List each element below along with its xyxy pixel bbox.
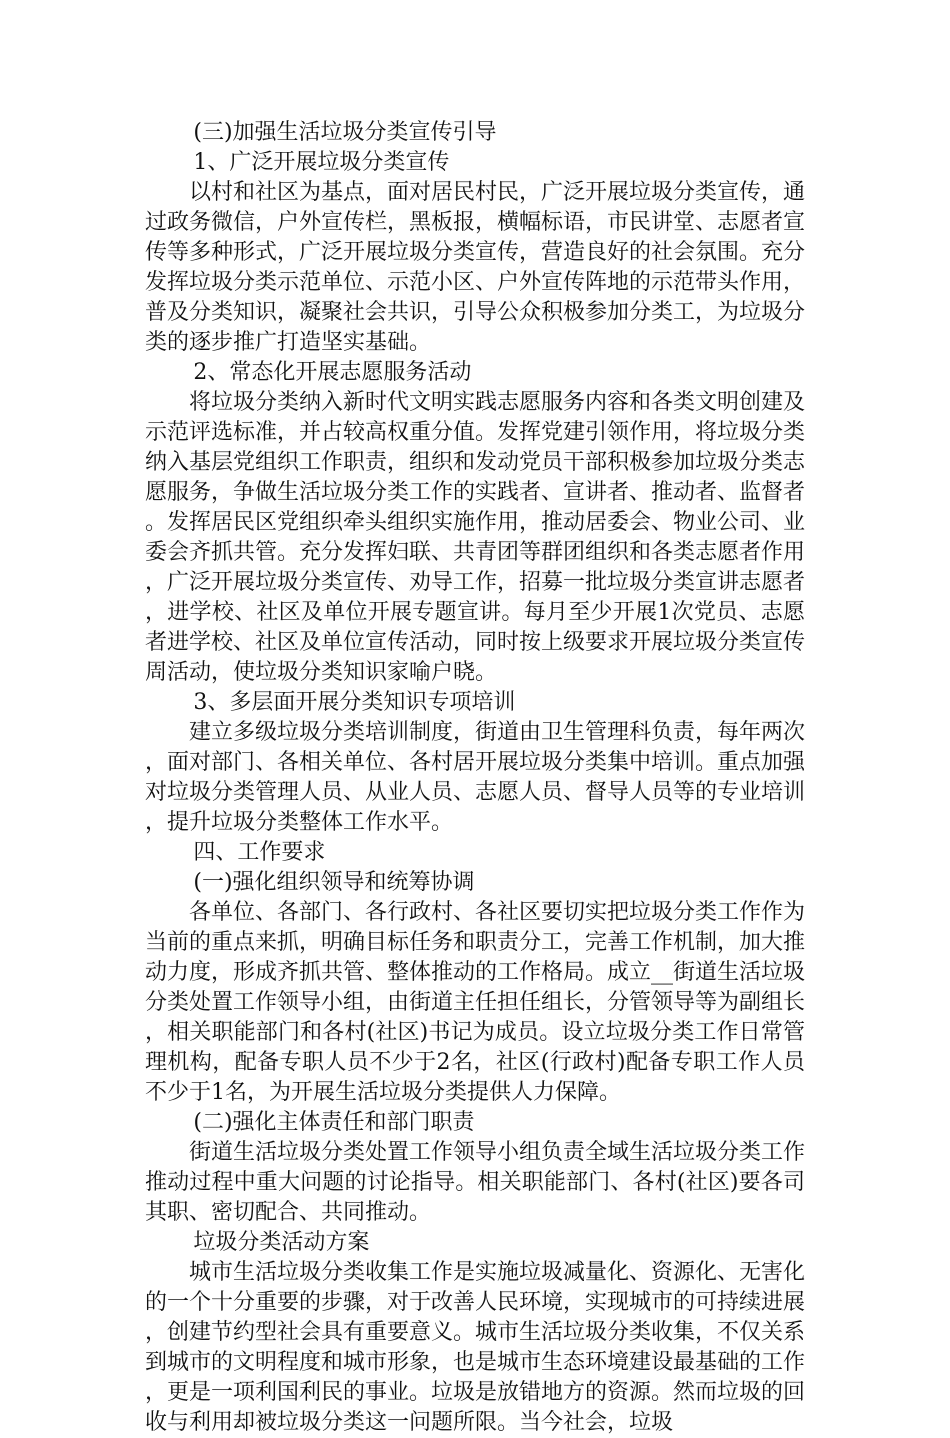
body-paragraph: 各单位、各部门、各行政村、各社区要切实把垃圾分类工作作为当前的重点来抓，明确目标任务和职责分工，完善工作机制，加大推动力度，形成齐抓共管、整体推动的工作格局。成立__街道生活垃圾分类处置工作领导小组，由街道主任担任组长，分管领导等为副组长，相关职能部门和各村(社区)书记为成员。设立垃圾分类工作日常管理机构，配备专职人员不少于2名，社区(行政村)配备专职工作人员不少于1名，为开展生活垃圾分类提供人力保障。 <box>145 900 806 1105</box>
section-heading: (三)加强生活垃圾分类宣传引导 <box>193 120 497 145</box>
document-body <box>145 118 805 1438</box>
body-paragraph: 以村和社区为基点，面对居民村民，广泛开展垃圾分类宣传，通过政务微信，户外宣传栏，黑板报，横幅标语，市民讲堂、志愿者宣传等多种形式，广泛开展垃圾分类宣传，营造良好的社会氛围。充分发挥垃圾分类示范单位、示范小区、户外宣传阵地的示范带头作用，普及分类知识，凝聚社会共识，引导公众积极参加分类工，为垃圾分类的逐步推广打造坚实基础。 <box>145 180 806 355</box>
subsection-heading: 3、多层面开展分类知识专项培训 <box>193 690 516 715</box>
subsection-heading: 1、广泛开展垃圾分类宣传 <box>193 150 450 175</box>
body-paragraph: 街道生活垃圾分类处置工作领导小组负责全域生活垃圾分类工作推动过程中重大问题的讨论指导。相关职能部门、各村(社区)要各司其职、密切配合、共同推动。 <box>145 1140 806 1225</box>
subsection-heading: (二)强化主体责任和部门职责 <box>193 1110 475 1135</box>
body-paragraph: 建立多级垃圾分类培训制度，街道由卫生管理科负责，每年两次，面对部门、各相关单位、各村居开展垃圾分类集中培训。重点加强对垃圾分类管理人员、从业人员、志愿人员、督导人员等的专业培训，提升垃圾分类整体工作水平。 <box>145 720 806 835</box>
section-heading: 四、工作要求 <box>193 840 326 865</box>
document-title: 垃圾分类活动方案 <box>193 1230 370 1255</box>
subsection-heading: 2、常态化开展志愿服务活动 <box>193 360 472 385</box>
subsection-heading: (一)强化组织领导和统筹协调 <box>193 870 475 895</box>
body-paragraph: 城市生活垃圾分类收集工作是实施垃圾减量化、资源化、无害化的一个十分重要的步骤，对于改善人民环境，实现城市的可持续进展，创建节约型社会具有重要意义。城市生活垃圾分类收集，不仅关系到城市的文明程度和城市形象，也是城市生态环境建设最基础的工作，更是一项利国利民的事业。垃圾是放错地方的资源。然而垃圾的回收与利用却被垃圾分类这一问题所限。当今社会，垃圾 <box>145 1260 806 1435</box>
body-paragraph: 将垃圾分类纳入新时代文明实践志愿服务内容和各类文明创建及示范评选标准，并占较高权重分值。发挥党建引领作用，将垃圾分类纳入基层党组织工作职责，组织和发动党员干部积极参加垃圾分类志愿服务，争做生活垃圾分类工作的实践者、宣讲者、推动者、监督者。发挥居民区党组织牵头组织实施作用，推动居委会、物业公司、业委会齐抓共管。充分发挥妇联、共青团等群团组织和各类志愿者作用，广泛开展垃圾分类宣传、劝导工作，招募一批垃圾分类宣讲志愿者，进学校、社区及单位开展专题宣讲。每月至少开展1次党员、志愿者进学校、社区及单位宣传活动，同时按上级要求开展垃圾分类宣传周活动，使垃圾分类知识家喻户晓。 <box>145 390 806 685</box>
